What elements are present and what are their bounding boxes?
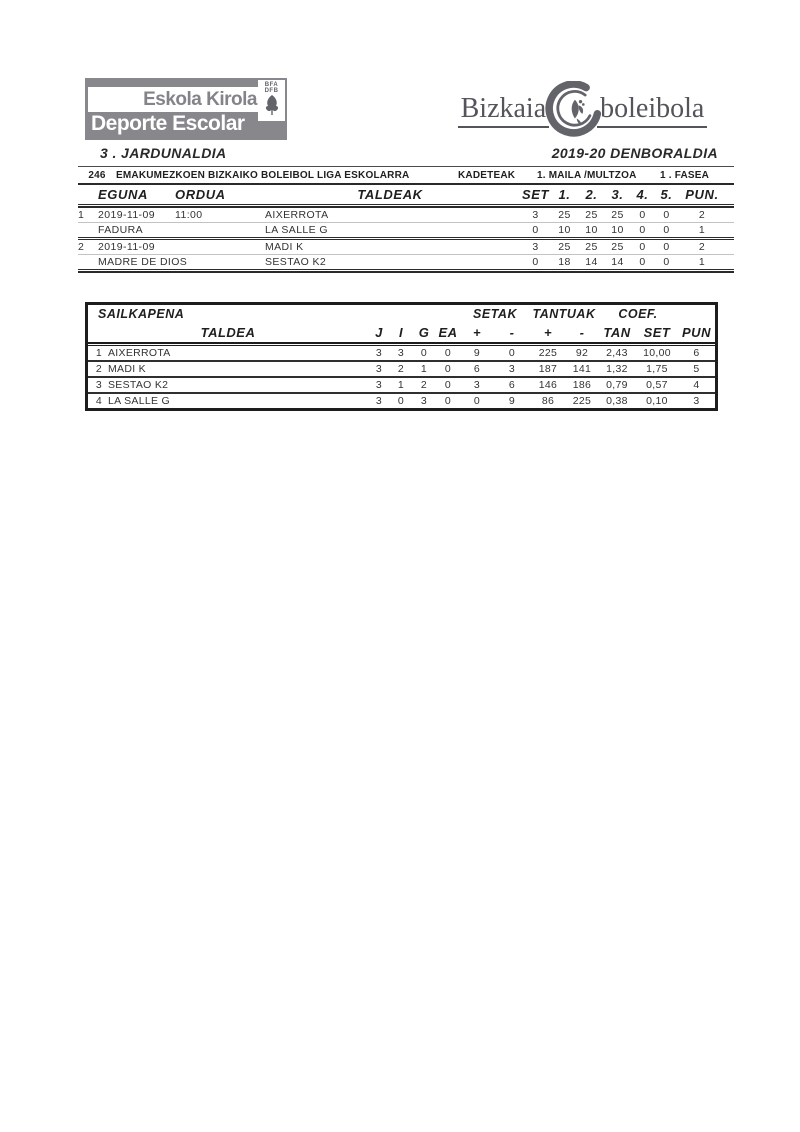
sets-lost: 3 [508, 363, 516, 375]
tan-coef: 2,43 [606, 347, 628, 359]
bfa-text: BFA [264, 82, 279, 88]
points-won: 225 [538, 347, 558, 359]
bfa-dfb-badge [258, 80, 285, 121]
won: 3 [397, 347, 405, 359]
points-won: 187 [538, 363, 558, 375]
rank: 1 [95, 347, 103, 359]
league-number: 246 [88, 169, 106, 181]
sets-won: 9 [473, 347, 481, 359]
league-name: EMAKUMEZKOEN BIZKAIKO BOLEIBOL LIGA ESKOLARRA [116, 169, 410, 181]
set3-score: 10 [611, 224, 624, 236]
bizkaia-text: Bizkaia [458, 94, 550, 128]
points: 5 [693, 363, 700, 375]
col-sets-lost: - [509, 324, 515, 340]
set3-score: 14 [611, 256, 624, 268]
tan-coef: 1,32 [606, 363, 628, 375]
sets-won: 6 [473, 363, 481, 375]
played: 3 [375, 347, 383, 359]
col-set5: 5. [660, 187, 673, 202]
set-total: 0 [532, 224, 539, 236]
lost: 1 [420, 363, 428, 375]
rank: 3 [95, 379, 103, 391]
col-pun: PUN [682, 324, 711, 340]
col-taldea: TALDEA [200, 324, 256, 340]
lost: 2 [420, 379, 428, 391]
standings-row [88, 346, 715, 360]
results-table [78, 166, 734, 273]
round-season-line [100, 145, 718, 161]
results-bottom-border [78, 269, 734, 273]
oak-leaf-icon [263, 94, 281, 116]
standings-header-row [88, 322, 715, 342]
eskola-kirola-logo [85, 78, 287, 140]
col-points-won: + [543, 324, 553, 340]
match-points: 2 [698, 209, 706, 221]
ea: 0 [444, 395, 452, 407]
set-total: 3 [532, 209, 539, 221]
col-pun: PUN. [685, 187, 719, 202]
match-row-away [78, 222, 734, 237]
set5-score: 0 [663, 224, 670, 236]
col-j: J [375, 324, 383, 340]
set-coef: 10,00 [643, 347, 671, 359]
set-total: 0 [532, 256, 539, 268]
match-date: 2019-11-09 [98, 209, 155, 221]
won: 0 [397, 395, 405, 407]
set4-score: 0 [639, 256, 646, 268]
sets-lost: 6 [508, 379, 516, 391]
col-set: SET [521, 187, 550, 202]
match-row-away [78, 254, 734, 269]
match-points: 1 [698, 256, 706, 268]
won: 1 [397, 379, 405, 391]
set-total: 3 [532, 241, 539, 253]
rank: 4 [95, 395, 103, 407]
set4-score: 0 [639, 209, 646, 221]
set4-score: 0 [639, 241, 646, 253]
league-info-row [78, 167, 734, 185]
dfb-text: DFB [264, 88, 279, 94]
col-g: G [418, 324, 430, 340]
match-points: 1 [698, 224, 706, 236]
set1-score: 10 [558, 224, 571, 236]
points-lost: 186 [572, 379, 592, 391]
team-name: SESTAO K2 [108, 379, 169, 391]
set-coef: 0,57 [646, 379, 668, 391]
points-lost: 92 [575, 347, 589, 359]
ea: 0 [444, 379, 452, 391]
points-lost: 225 [572, 395, 592, 407]
volleyball-swirl-icon [543, 81, 603, 141]
standings-group-header-row [88, 305, 715, 322]
sets-lost: 9 [508, 395, 516, 407]
points-won: 86 [541, 395, 555, 407]
col-sets-won: + [472, 324, 482, 340]
set5-score: 0 [663, 241, 670, 253]
played: 3 [375, 363, 383, 375]
set1-score: 18 [558, 256, 571, 268]
col-set3: 3. [611, 187, 624, 202]
set5-score: 0 [663, 256, 670, 268]
points-lost: 141 [572, 363, 592, 375]
ea: 0 [444, 347, 452, 359]
set4-score: 0 [639, 224, 646, 236]
deporte-escolar-text: Deporte Escolar [91, 112, 245, 135]
standings-row [88, 360, 715, 376]
played: 3 [375, 395, 383, 407]
won: 2 [397, 363, 405, 375]
home-team-name: AIXERROTA [265, 209, 329, 221]
col-i: I [398, 324, 404, 340]
sets-lost: 0 [508, 347, 516, 359]
match-venue: MADRE DE DIOS [98, 256, 188, 268]
col-eguna: EGUNA [98, 187, 148, 202]
set-coef: 0,10 [646, 395, 668, 407]
points: 4 [693, 379, 700, 391]
points: 3 [693, 395, 700, 407]
col-set1: 1. [558, 187, 571, 202]
rank: 2 [95, 363, 103, 375]
set2-score: 25 [585, 209, 598, 221]
set-coef: 1,75 [646, 363, 668, 375]
set3-score: 25 [611, 241, 624, 253]
ea: 0 [444, 363, 452, 375]
set3-score: 25 [611, 209, 624, 221]
results-header-row [78, 185, 734, 204]
standings-row [88, 392, 715, 408]
col-set2: 2. [585, 187, 598, 202]
group-coef: COEF. [618, 306, 658, 321]
team-name: AIXERROTA [108, 347, 171, 359]
season-label: 2019-20 DENBORALDIA [551, 145, 718, 161]
sets-won: 3 [473, 379, 481, 391]
away-team-name: LA SALLE G [265, 224, 328, 236]
category-label: KADETEAK [458, 169, 516, 181]
standings-table [85, 302, 718, 411]
col-points-lost: - [579, 324, 585, 340]
col-ordua: ORDUA [175, 187, 226, 202]
set2-score: 10 [585, 224, 598, 236]
set1-score: 25 [558, 241, 571, 253]
col-set4: 4. [636, 187, 649, 202]
col-set-coef: SET [643, 324, 671, 340]
match-number: 1 [78, 209, 85, 221]
phase-label: 1 . FASEA [660, 169, 710, 181]
bizkaia-boleibola-logo [440, 79, 725, 143]
tan-coef: 0,38 [606, 395, 628, 407]
set1-score: 25 [558, 209, 571, 221]
sets-won: 0 [473, 395, 481, 407]
home-team-name: MADI K [265, 241, 304, 253]
set2-score: 14 [585, 256, 598, 268]
tan-coef: 0,79 [606, 379, 628, 391]
points-won: 146 [538, 379, 558, 391]
col-taldeak: TALDEAK [357, 187, 423, 202]
lost: 3 [420, 395, 428, 407]
group-tantuak: TANTUAK [532, 306, 596, 321]
set5-score: 0 [663, 209, 670, 221]
played: 3 [375, 379, 383, 391]
away-team-name: SESTAO K2 [265, 256, 327, 268]
match-time: 11:00 [175, 209, 203, 221]
set2-score: 25 [585, 241, 598, 253]
round-label: 3 . JARDUNALDIA [100, 145, 227, 161]
standings-title: SAILKAPENA [98, 306, 185, 321]
group-setak: SETAK [473, 306, 517, 321]
match-row-home [78, 240, 734, 254]
match-row-home [78, 208, 734, 222]
col-tan: TAN [603, 324, 631, 340]
match-number: 2 [78, 241, 85, 253]
eskola-kirola-banner [88, 87, 263, 112]
match-date: 2019-11-09 [98, 241, 155, 253]
points: 6 [693, 347, 700, 359]
col-ea: EA [438, 324, 458, 340]
team-name: MADI K [108, 363, 146, 375]
lost: 0 [420, 347, 428, 359]
match-venue: FADURA [98, 224, 143, 236]
match-points: 2 [698, 241, 706, 253]
eskola-kirola-text: Eskola Kirola [143, 88, 257, 110]
division-label: 1. MAILA /MULTZOA [537, 169, 637, 181]
team-name: LA SALLE G [108, 395, 170, 407]
boleibola-text: boleibola [597, 94, 707, 128]
standings-row [88, 376, 715, 392]
